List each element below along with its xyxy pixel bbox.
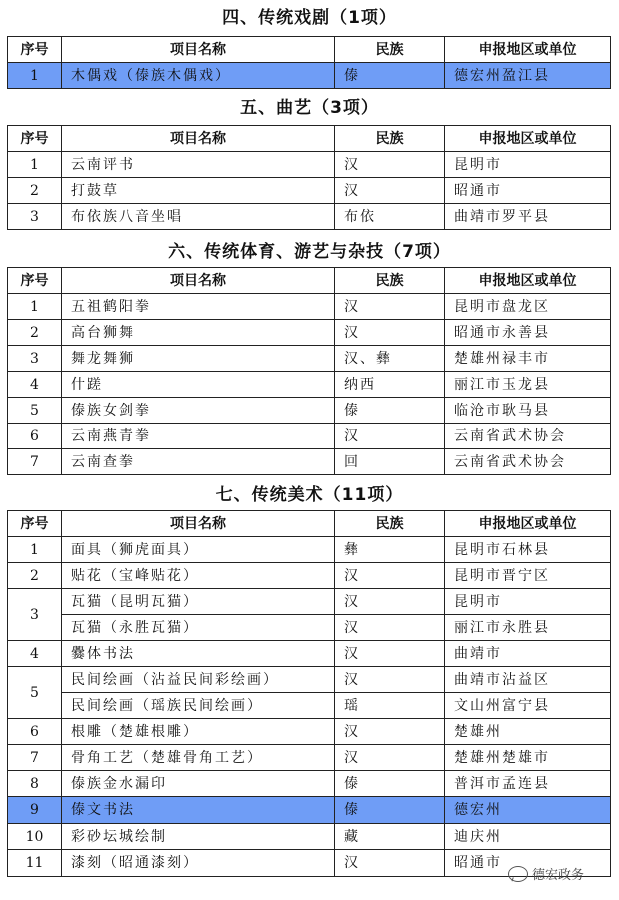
column-header: 项目名称 — [62, 511, 335, 537]
project-name: 彩砂坛城绘制 — [62, 824, 335, 850]
ethnic-group: 汉 — [335, 294, 445, 320]
region: 丽江市玉龙县 — [445, 372, 611, 398]
ethnic-group: 汉 — [335, 424, 445, 449]
watermark-text: 德宏政务 — [532, 868, 585, 883]
table-row — [8, 152, 611, 178]
row-number: 9 — [8, 797, 62, 824]
project-name: 瓦猫（昆明瓦猫） — [62, 589, 335, 615]
column-header: 序号 — [8, 126, 62, 152]
region: 曲靖市沾益区 — [445, 667, 611, 693]
table-row — [8, 346, 611, 372]
ethnic-group: 汉 — [335, 563, 445, 589]
table-row — [8, 615, 611, 641]
project-name: 五祖鹤阳拳 — [62, 294, 335, 320]
project-name: 云南查拳 — [62, 449, 335, 475]
ethnic-group: 汉 — [335, 719, 445, 745]
table-row — [8, 424, 611, 449]
ethnic-group: 汉、彝 — [335, 346, 445, 372]
table-row — [8, 63, 611, 89]
region: 云南省武术协会 — [445, 424, 611, 449]
wechat-icon — [508, 866, 528, 882]
table-row — [8, 771, 611, 797]
project-table — [7, 36, 611, 89]
ethnic-group: 汉 — [335, 178, 445, 204]
project-name: 傣族女剑拳 — [62, 398, 335, 424]
region: 昆明市 — [445, 589, 611, 615]
region: 昭通市 — [445, 178, 611, 204]
row-number: 7 — [8, 745, 62, 771]
row-number: 1 — [8, 537, 62, 563]
project-name: 骨角工艺（楚雄骨角工艺） — [62, 745, 335, 771]
row-number: 2 — [8, 320, 62, 346]
ethnic-group: 彝 — [335, 537, 445, 563]
column-header: 申报地区或单位 — [445, 268, 611, 294]
region: 昆明市 — [445, 152, 611, 178]
row-number: 1 — [8, 63, 62, 89]
row-number: 2 — [8, 178, 62, 204]
row-number: 4 — [8, 372, 62, 398]
table-header-row — [8, 268, 611, 294]
project-table — [7, 267, 611, 475]
ethnic-group: 回 — [335, 449, 445, 475]
region: 德宏州盈江县 — [445, 63, 611, 89]
project-table — [7, 510, 611, 877]
column-header: 民族 — [335, 268, 445, 294]
row-number: 1 — [8, 152, 62, 178]
table-row — [8, 745, 611, 771]
ethnic-group: 汉 — [335, 641, 445, 667]
table-header-row — [8, 126, 611, 152]
table-row — [8, 372, 611, 398]
project-name: 舞龙舞狮 — [62, 346, 335, 372]
table-row — [8, 320, 611, 346]
row-number: 3 — [8, 204, 62, 230]
ethnic-group: 汉 — [335, 615, 445, 641]
ethnic-group: 纳西 — [335, 372, 445, 398]
table-row — [8, 204, 611, 230]
ethnic-group: 布依 — [335, 204, 445, 230]
table-row — [8, 398, 611, 424]
project-name: 打鼓草 — [62, 178, 335, 204]
table-row — [8, 641, 611, 667]
column-header: 申报地区或单位 — [445, 126, 611, 152]
project-name: 根雕（楚雄根雕） — [62, 719, 335, 745]
table-row — [8, 667, 611, 693]
region: 楚雄州禄丰市 — [445, 346, 611, 372]
ethnic-group: 傣 — [335, 398, 445, 424]
project-name: 傣族金水漏印 — [62, 771, 335, 797]
row-number: 5 — [8, 398, 62, 424]
row-number: 6 — [8, 424, 62, 449]
section-title: 五、曲艺（3项） — [240, 98, 379, 118]
project-name: 漆刻（昭通漆刻） — [62, 850, 335, 877]
table-row — [8, 178, 611, 204]
table-row — [8, 693, 611, 719]
region: 迪庆州 — [445, 824, 611, 850]
table-row — [8, 449, 611, 475]
region: 楚雄州楚雄市 — [445, 745, 611, 771]
column-header: 申报地区或单位 — [445, 511, 611, 537]
project-name: 爨体书法 — [62, 641, 335, 667]
region: 丽江市永胜县 — [445, 615, 611, 641]
ethnic-group: 汉 — [335, 589, 445, 615]
table-row — [8, 537, 611, 563]
column-header: 民族 — [335, 37, 445, 63]
table-header-row — [8, 37, 611, 63]
project-table — [7, 125, 611, 230]
project-name: 民间绘画（瑶族民间绘画） — [62, 693, 335, 719]
column-header: 序号 — [8, 511, 62, 537]
ethnic-group: 藏 — [335, 824, 445, 850]
project-name: 傣文书法 — [62, 797, 335, 824]
row-number: 3 — [8, 589, 62, 641]
column-header: 民族 — [335, 511, 445, 537]
column-header: 民族 — [335, 126, 445, 152]
table-row — [8, 589, 611, 615]
region: 云南省武术协会 — [445, 449, 611, 475]
row-number: 5 — [8, 667, 62, 719]
table-row — [8, 824, 611, 850]
region: 曲靖市罗平县 — [445, 204, 611, 230]
ethnic-group: 汉 — [335, 667, 445, 693]
ethnic-group: 傣 — [335, 63, 445, 89]
row-number: 10 — [8, 824, 62, 850]
project-name: 云南评书 — [62, 152, 335, 178]
row-number: 7 — [8, 449, 62, 475]
row-number: 4 — [8, 641, 62, 667]
section-title: 七、传统美术（11项） — [215, 485, 404, 505]
region: 德宏州 — [445, 797, 611, 824]
region: 昆明市石林县 — [445, 537, 611, 563]
table-row — [8, 294, 611, 320]
section-title: 六、传统体育、游艺与杂技（7项） — [168, 242, 451, 262]
table-header-row — [8, 511, 611, 537]
table-row — [8, 719, 611, 745]
row-number: 1 — [8, 294, 62, 320]
project-name: 面具（狮虎面具） — [62, 537, 335, 563]
region: 曲靖市 — [445, 641, 611, 667]
project-name: 高台狮舞 — [62, 320, 335, 346]
row-number: 11 — [8, 850, 62, 877]
project-name: 云南燕青拳 — [62, 424, 335, 449]
project-name: 民间绘画（沾益民间彩绘画） — [62, 667, 335, 693]
watermark — [508, 864, 584, 883]
column-header: 项目名称 — [62, 37, 335, 63]
region: 昭通市 — [445, 850, 611, 877]
column-header: 项目名称 — [62, 126, 335, 152]
project-name: 布依族八音坐唱 — [62, 204, 335, 230]
ethnic-group: 汉 — [335, 745, 445, 771]
ethnic-group: 汉 — [335, 850, 445, 877]
table-row — [8, 563, 611, 589]
region: 文山州富宁县 — [445, 693, 611, 719]
ethnic-group: 汉 — [335, 152, 445, 178]
region: 临沧市耿马县 — [445, 398, 611, 424]
table-row — [8, 797, 611, 824]
region: 昭通市永善县 — [445, 320, 611, 346]
region: 普洱市孟连县 — [445, 771, 611, 797]
ethnic-group: 傣 — [335, 771, 445, 797]
ethnic-group: 傣 — [335, 797, 445, 824]
row-number: 8 — [8, 771, 62, 797]
row-number: 2 — [8, 563, 62, 589]
project-name: 木偶戏（傣族木偶戏） — [62, 63, 335, 89]
column-header: 项目名称 — [62, 268, 335, 294]
project-name: 瓦猫（永胜瓦猫） — [62, 615, 335, 641]
section-title: 四、传统戏剧（1项） — [222, 8, 397, 28]
project-name: 什蹉 — [62, 372, 335, 398]
row-number: 6 — [8, 719, 62, 745]
column-header: 序号 — [8, 37, 62, 63]
ethnic-group: 汉 — [335, 320, 445, 346]
column-header: 序号 — [8, 268, 62, 294]
column-header: 申报地区或单位 — [445, 37, 611, 63]
project-name: 贴花（宝峰贴花） — [62, 563, 335, 589]
ethnic-group: 瑶 — [335, 693, 445, 719]
region: 楚雄州 — [445, 719, 611, 745]
region: 昆明市盘龙区 — [445, 294, 611, 320]
region: 昆明市晋宁区 — [445, 563, 611, 589]
row-number: 3 — [8, 346, 62, 372]
